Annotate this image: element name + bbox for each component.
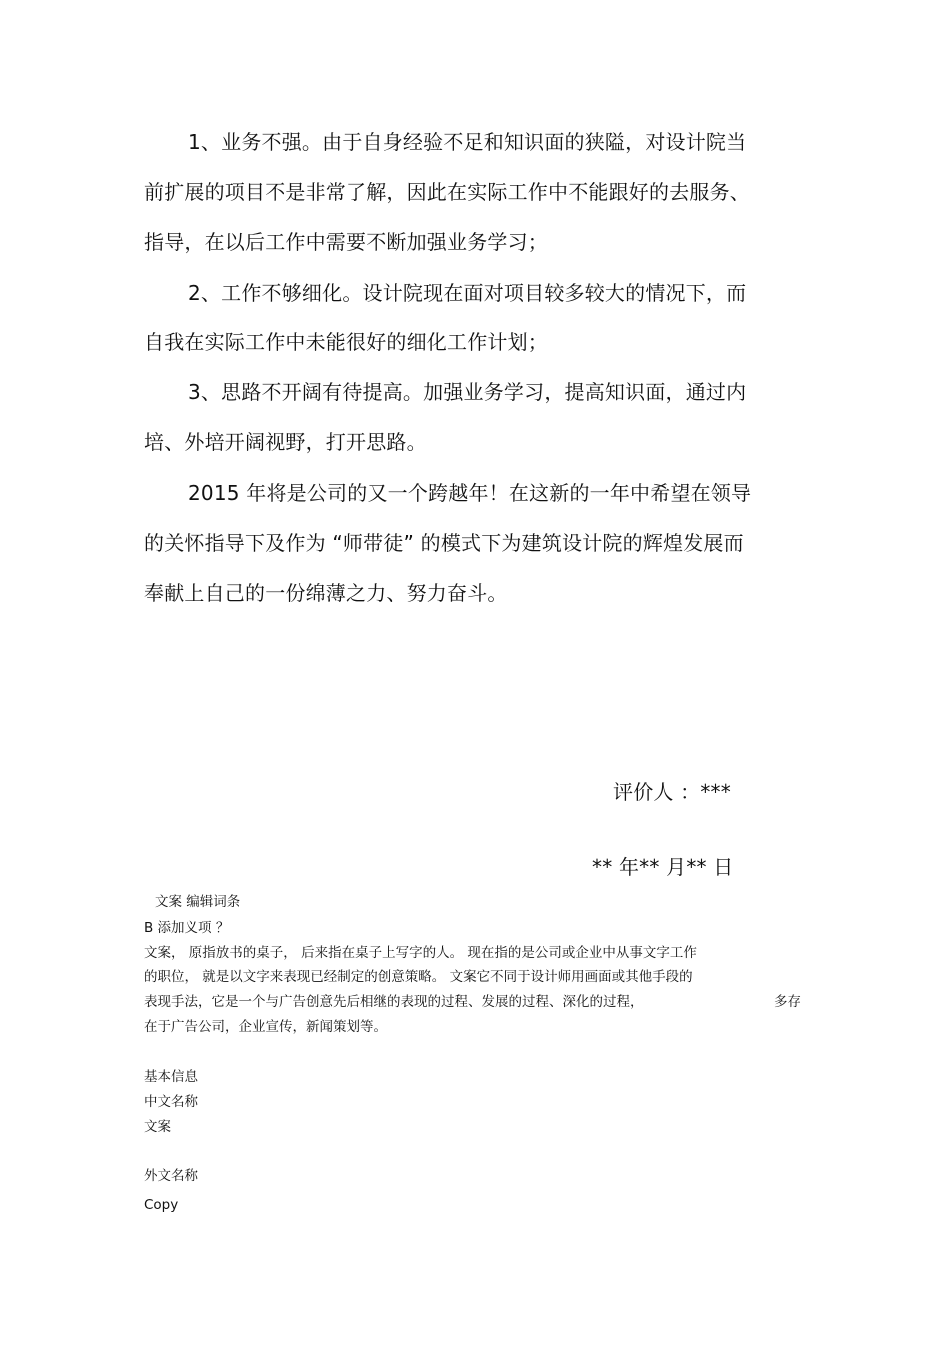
cn-name-label: 中文名称	[144, 1094, 198, 1110]
body-line-1: 1、业务不强。由于自身经验不足和知识面的狭隘，对设计院当	[188, 130, 747, 154]
wiki-desc-line-1: 文案， 原指放书的桌子， 后来指在桌子上写字的人。 现在指的是公司或企业中从事文字工作	[144, 945, 697, 961]
wiki-header: 文案 编辑词条	[155, 894, 241, 910]
body-line-8: 2015 年将是公司的又一个跨越年！在这新的一年中希望在领导	[188, 481, 752, 505]
date-line: ** 年** 月** 日	[592, 855, 734, 879]
body-line-4: 2、工作不够细化。设计院现在面对项目较多较大的情况下，而	[188, 281, 747, 305]
body-line-3: 指导，在以后工作中需要不断加强业务学习；	[144, 230, 548, 254]
basic-info-title: 基本信息	[144, 1069, 198, 1085]
body-line-9: 的关怀指导下及作为 “师带徒” 的模式下为建筑设计院的辉煌发展而	[144, 531, 744, 555]
body-line-7: 培、外培开阔视野，打开思路。	[144, 430, 427, 454]
evaluator-line: 评价人 ：***	[613, 780, 731, 804]
wiki-desc-tail: 多存	[774, 994, 801, 1010]
wiki-add-meaning: B 添加义项 ？	[144, 920, 230, 936]
body-line-6: 3、思路不开阔有待提高。加强业务学习，提高知识面，通过内	[188, 380, 747, 404]
wiki-desc-line-3: 表现手法，它是一个与广告创意先后相继的表现的过程、发展的过程、深化的过程，	[144, 994, 644, 1010]
wiki-desc-line-2: 的职位， 就是以文字来表现已经制定的创意策略。 文案它不同于设计师用画面或其他手段的	[144, 969, 693, 985]
body-line-10: 奉献上自己的一份绵薄之力、努力奋斗。	[144, 581, 508, 605]
en-name-label: 外文名称	[144, 1168, 198, 1184]
wiki-desc-line-4: 在于广告公司，企业宣传，新闻策划等。	[144, 1019, 387, 1035]
body-line-2: 前扩展的项目不是非常了解，因此在实际工作中不能跟好的去服务、	[144, 180, 750, 204]
cn-name-value: 文案	[144, 1119, 171, 1135]
body-line-5: 自我在实际工作中未能很好的细化工作计划；	[144, 330, 548, 354]
en-name-value: Copy	[144, 1197, 179, 1213]
